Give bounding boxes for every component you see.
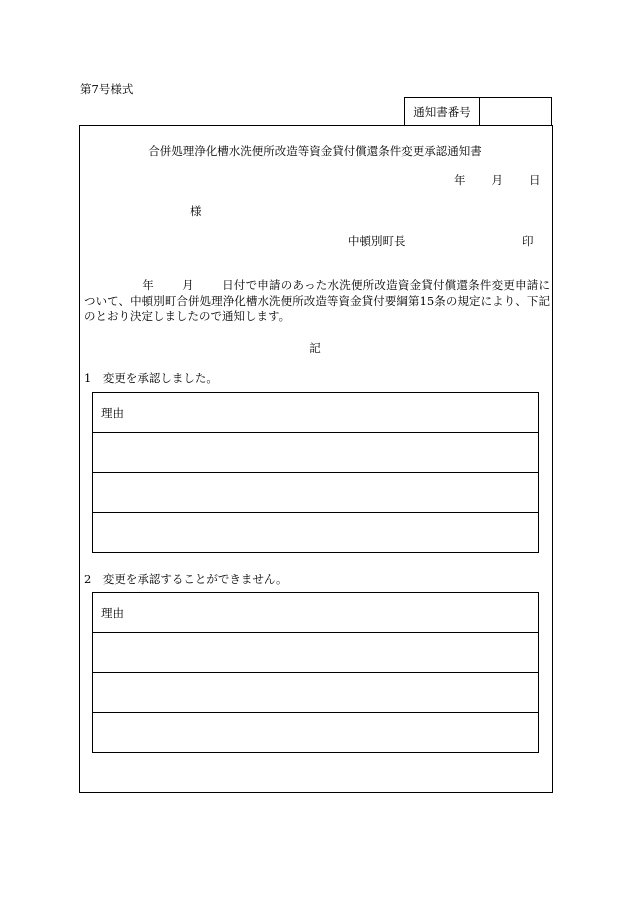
item2-reason-table [92, 592, 539, 753]
date-line [454, 172, 541, 188]
item1-reason-table [92, 392, 539, 553]
ki-heading: 記 [309, 341, 321, 355]
notice-body [84, 278, 550, 325]
notice-number-label: 通知書番号 [405, 98, 480, 125]
body-year-label: 年 [142, 278, 154, 292]
document-title: 合併処理浄化槽水洗便所改造等資金貸付償還条件変更承認通知書 [148, 144, 482, 158]
item2-reason-row[interactable] [93, 633, 539, 673]
date-day-label: 日 [529, 173, 541, 187]
body-text: 日付で申請のあった水洗便所改造資金貸付償還条件変更申請について、中頓別町合併処理浄化槽水洗便所改造等資金貸付要綱第15条の規定により、下記のとおり決定しましたので通知します。 [84, 278, 551, 323]
item1-reason-row[interactable] [93, 433, 539, 473]
seal-mark: 印 [522, 234, 534, 248]
item2-label: 2 変更を承認することができません。 [84, 572, 288, 586]
item2-reason-row[interactable] [93, 673, 539, 713]
addressee-suffix: 様 [190, 204, 202, 218]
item1-label: 1 変更を承認しました。 [84, 371, 218, 385]
date-month-label: 月 [491, 173, 503, 187]
notice-number-field[interactable] [480, 98, 551, 125]
notice-number-box [404, 97, 552, 125]
item1-reason-row[interactable] [93, 473, 539, 513]
item1-reason-row[interactable] [93, 513, 539, 553]
sender-name: 中頓別町長 [348, 234, 406, 248]
item1-reason-label: 理由 [93, 393, 539, 433]
item2-reason-row[interactable] [93, 713, 539, 753]
item2-reason-label: 理由 [93, 593, 539, 633]
body-month-label: 月 [181, 278, 194, 292]
date-year-label: 年 [454, 173, 466, 187]
form-number: 第7号様式 [80, 82, 134, 96]
